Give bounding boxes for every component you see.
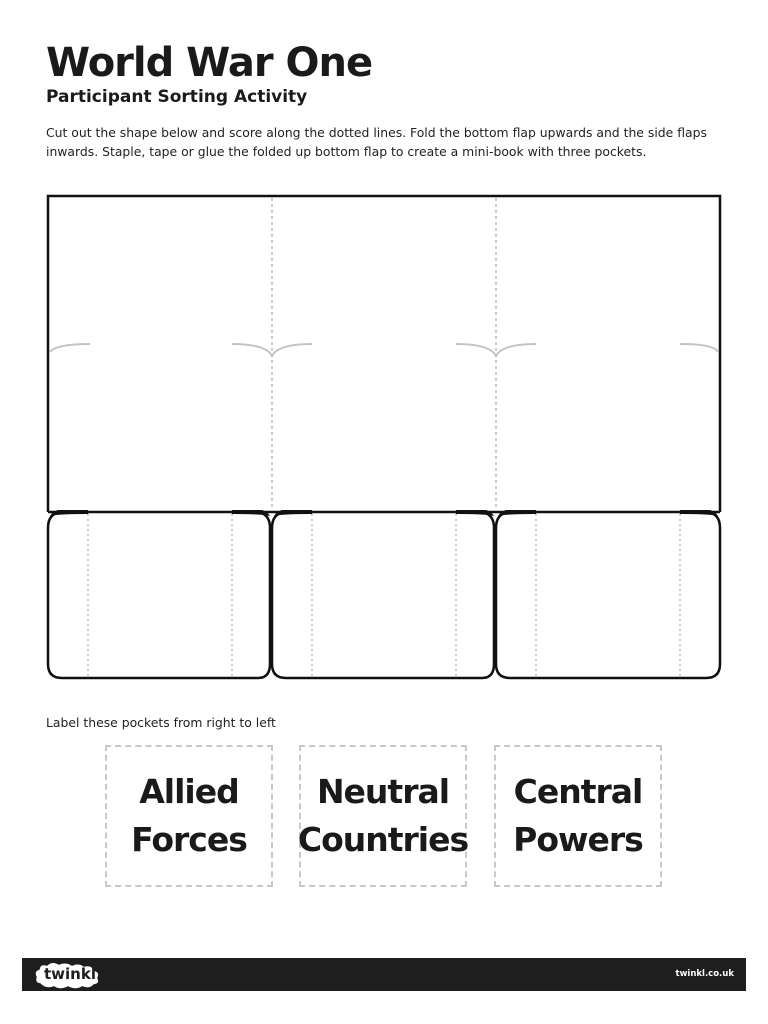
label-line: Powers — [513, 820, 643, 859]
pocket-fold-lines — [88, 514, 680, 676]
footer-bar — [22, 958, 746, 991]
footer-site-link[interactable]: twinkl.co.uk — [675, 969, 734, 979]
page-title: World War One — [46, 40, 373, 86]
bottom-pockets — [48, 512, 720, 678]
guide-curves — [50, 344, 718, 356]
label-card-allied-forces[interactable] — [105, 745, 273, 887]
label-line: Forces — [131, 820, 247, 859]
logo-text: twinkl — [44, 965, 96, 983]
label-line: Countries — [297, 820, 469, 859]
label-card-central-powers[interactable] — [494, 745, 662, 887]
instructions-text: Cut out the shape below and score along the dotted lines. Fold the bottom flap upwards and the side flaps inwards. Staple, tape or glue the folded up bottom flap to create a mini-book with three pockets. — [46, 125, 707, 159]
label-line: Allied — [139, 772, 239, 811]
pocket-instruction: Label these pockets from right to left — [46, 715, 276, 730]
template-upper-outline — [48, 196, 720, 512]
label-card-neutral-countries[interactable] — [299, 745, 467, 887]
label-line: Neutral — [316, 772, 450, 811]
page-subtitle: Participant Sorting Activity — [46, 87, 308, 107]
label-line: Central — [513, 772, 643, 811]
